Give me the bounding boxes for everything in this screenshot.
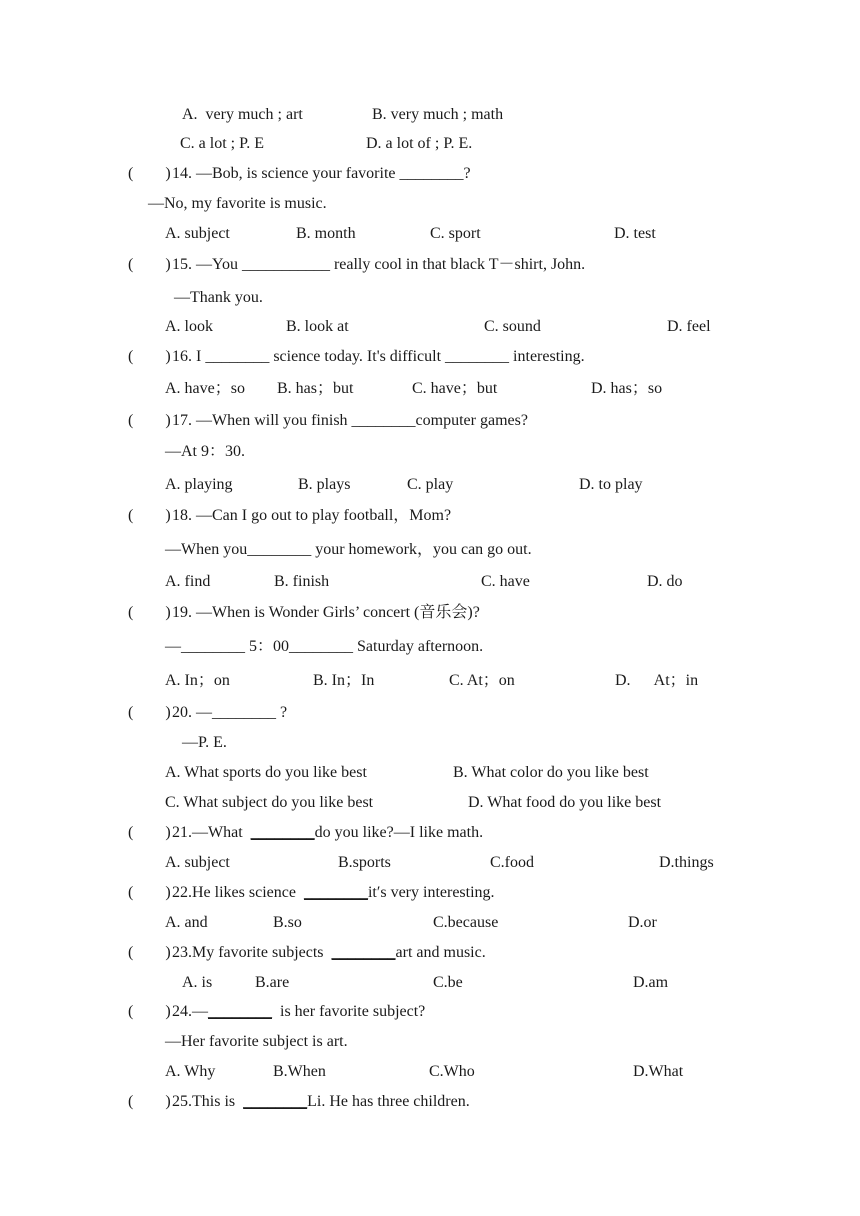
answer-blank-paren: ( ) — [128, 944, 171, 961]
answer-blank: ________ — [250, 824, 315, 841]
option-b: B. plays — [298, 476, 351, 493]
option-b: B. In；In — [313, 672, 375, 689]
option-b: B. has；but — [277, 380, 354, 397]
option-b: B. What color do you like best — [453, 764, 649, 781]
question-reply: —When you________ your homework，you can go out. — [165, 541, 532, 558]
question-reply: —At 9：30. — [165, 443, 246, 460]
option-a: A. is — [182, 974, 213, 991]
option-d: D. do — [647, 573, 683, 590]
option-d: D.or — [628, 914, 657, 931]
answer-blank-paren: ( ) — [128, 165, 171, 182]
option-d: D. has；so — [591, 380, 663, 397]
answer-blank-paren: ( ) — [128, 507, 171, 524]
question-stem: 20. —________ ? — [172, 704, 288, 721]
stem-text-after: Li. He has three children. — [307, 1093, 470, 1110]
q13-option-c: C. a lot ; P. E — [180, 135, 265, 152]
stem-text-after: art and music. — [395, 944, 486, 961]
answer-blank-paren: ( ) — [128, 1093, 171, 1110]
option-b: B. month — [296, 225, 356, 242]
answer-blank-paren: ( ) — [128, 1003, 171, 1020]
option-c: C. sound — [484, 318, 541, 335]
answer-blank-paren: ( ) — [128, 604, 171, 621]
option-a: A. Why — [165, 1063, 216, 1080]
option-a: A. In；on — [165, 672, 230, 689]
stem-text-before: 22.He likes science — [172, 884, 304, 901]
option-a: A. What sports do you like best — [165, 764, 367, 781]
option-b: B. look at — [286, 318, 349, 335]
answer-blank-paren: ( ) — [128, 704, 171, 721]
option-d: D. test — [614, 225, 656, 242]
stem-text-after: is her favorite subject? — [272, 1003, 426, 1020]
option-b: B.sports — [338, 854, 391, 871]
question-stem: 19. —When is Wonder Girls’ concert (音乐会)? — [172, 604, 480, 621]
stem-text-before: 25.This is — [172, 1093, 244, 1110]
option-d: D.things — [659, 854, 714, 871]
question-stem — [172, 1092, 470, 1112]
option-b: B.When — [273, 1063, 326, 1080]
answer-blank: ________ — [208, 1003, 272, 1020]
stem-text-after: do you like?—I like math. — [314, 824, 484, 841]
answer-blank-paren: ( ) — [128, 412, 171, 429]
option-b: B. finish — [274, 573, 330, 590]
question-reply: —Thank you. — [174, 289, 263, 306]
option-c: C.Who — [429, 1063, 475, 1080]
option-a: A. subject — [165, 225, 230, 242]
option-b: B.are — [255, 974, 290, 991]
option-c: C. have；but — [412, 380, 498, 397]
q13-option-a: A. very much ; art — [182, 106, 303, 123]
answer-blank: ________ — [243, 1093, 308, 1110]
option-c: C.because — [433, 914, 499, 931]
question-stem: 17. —When will you finish ________computer games? — [172, 412, 528, 429]
answer-blank-paren: ( ) — [128, 348, 171, 365]
question-stem: 14. —Bob, is science your favorite ________? — [172, 165, 471, 182]
option-b: B.so — [273, 914, 302, 931]
option-d: D.What — [633, 1063, 684, 1080]
stem-text-after: it′s very interesting. — [367, 884, 495, 901]
option-c: C. At；on — [449, 672, 515, 689]
option-a: A. playing — [165, 476, 233, 493]
question-reply: —Her favorite subject is art. — [165, 1033, 348, 1050]
answer-blank-paren: ( ) — [128, 884, 171, 901]
option-c: C.food — [490, 854, 534, 871]
option-a: A. look — [165, 318, 213, 335]
question-stem — [172, 943, 486, 963]
question-stem: 15. —You ___________ really cool in that black T－shirt, John. — [172, 256, 586, 273]
option-c: C. sport — [430, 225, 481, 242]
question-stem: 18. —Can I go out to play football，Mom? — [172, 507, 452, 524]
option-d: D. feel — [667, 318, 711, 335]
option-a: A. find — [165, 573, 211, 590]
question-stem — [172, 1002, 425, 1022]
question-stem — [172, 883, 495, 903]
option-c: C. What subject do you like best — [165, 794, 374, 811]
question-reply: —No, my favorite is music. — [148, 195, 327, 212]
answer-blank-paren: ( ) — [128, 256, 171, 273]
answer-blank: ________ — [331, 944, 396, 961]
option-d: D. to play — [579, 476, 643, 493]
question-stem: 16. I ________ science today. It's difficult ________ interesting. — [172, 348, 585, 365]
option-a: A. have；so — [165, 380, 245, 397]
option-c: C.be — [433, 974, 463, 991]
question-reply: —P. E. — [182, 734, 227, 751]
option-a: A. subject — [165, 854, 230, 871]
stem-text-before: 23.My favorite subjects — [172, 944, 332, 961]
stem-text-before: 21.—What — [172, 824, 251, 841]
q13-option-b: B. very much ; math — [372, 106, 504, 123]
stem-text-before: 24.— — [172, 1003, 208, 1020]
option-d: D. What food do you like best — [468, 794, 662, 811]
option-d: D. At；in — [615, 672, 699, 689]
answer-blank: ________ — [303, 884, 368, 901]
option-c: C. play — [407, 476, 454, 493]
q13-option-d: D. a lot of ; P. E. — [366, 135, 473, 152]
option-c: C. have — [481, 573, 530, 590]
answer-blank-paren: ( ) — [128, 824, 171, 841]
option-a: A. and — [165, 914, 208, 931]
question-stem — [172, 823, 483, 843]
option-d: D.am — [633, 974, 669, 991]
question-reply: —________ 5：00________ Saturday afternoon. — [165, 638, 484, 655]
